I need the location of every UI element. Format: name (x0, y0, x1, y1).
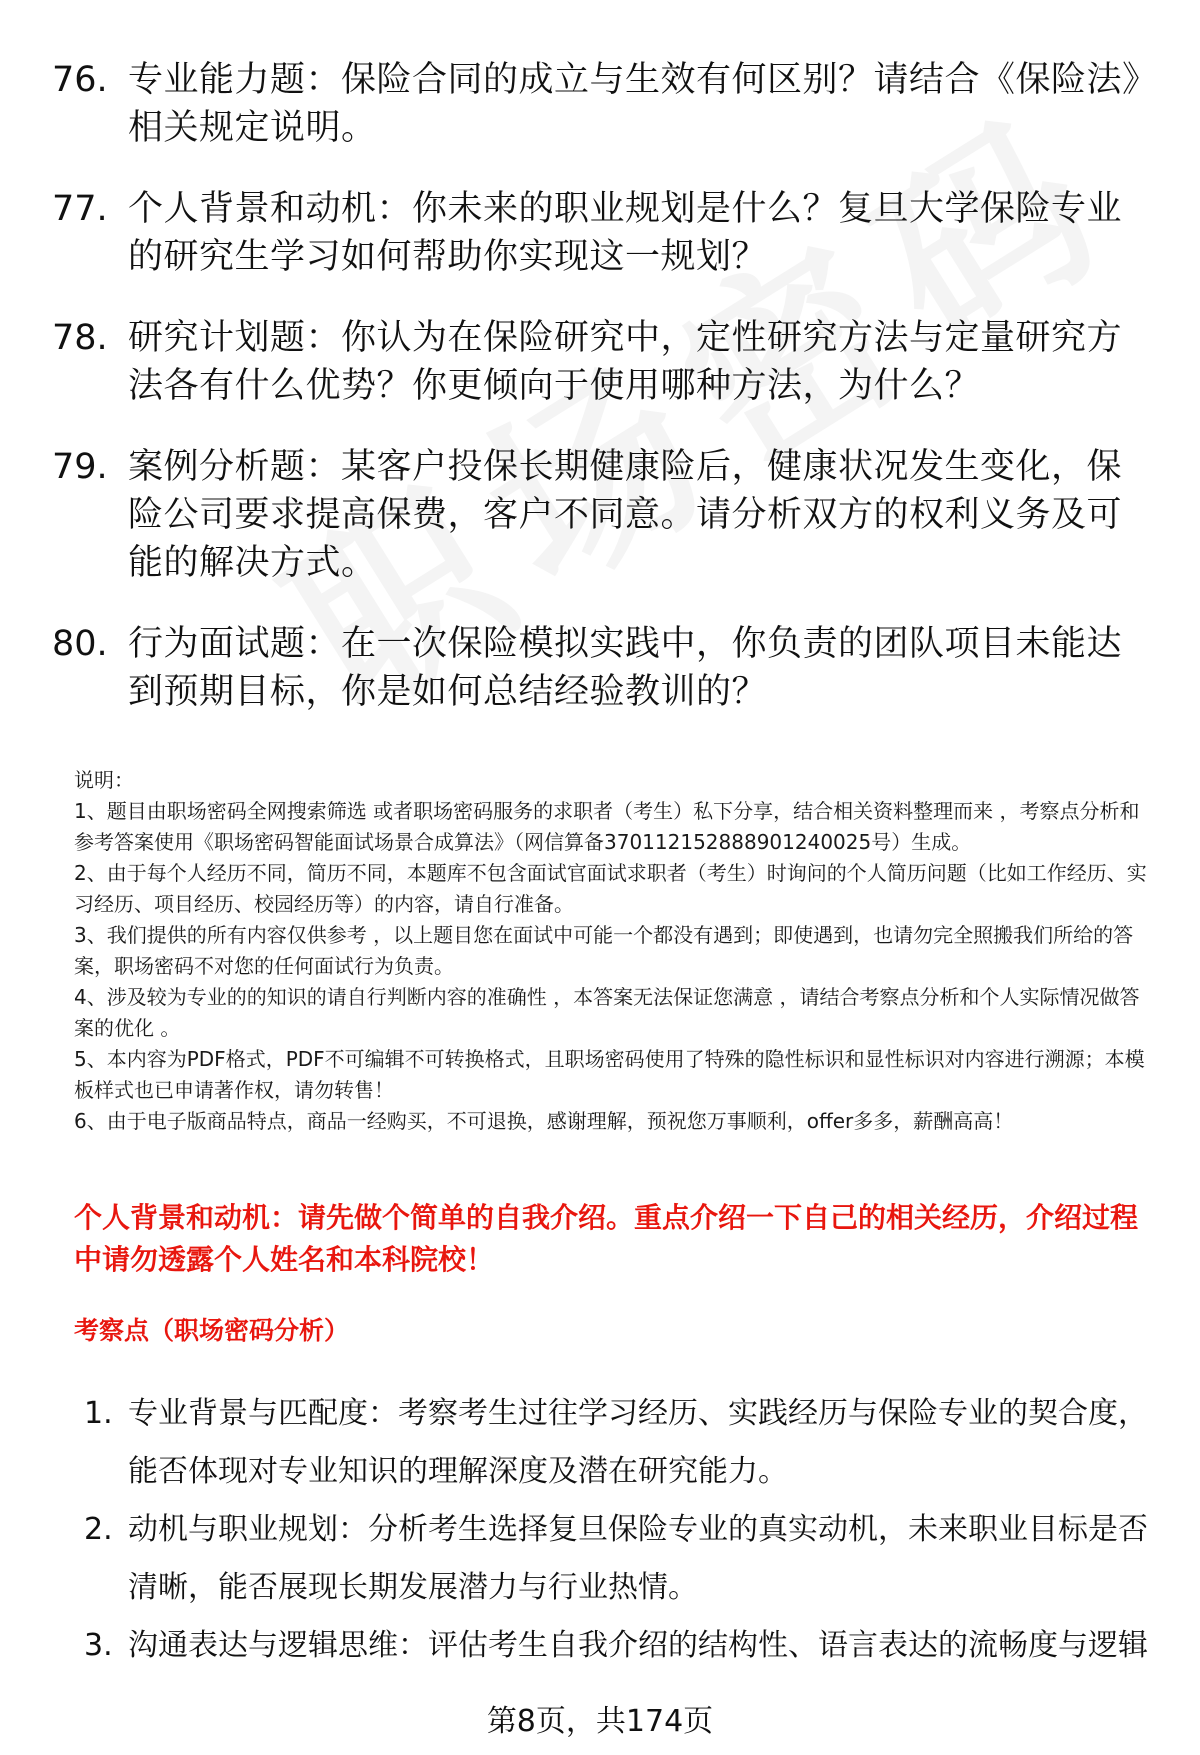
analysis-list (84, 1385, 1159, 1675)
question-item (52, 443, 1142, 587)
analysis-text: 沟通表达与逻辑思维：评估考生自我介绍的结构性、语言表达的流畅度与逻辑 (128, 1628, 1148, 1663)
question-item (52, 56, 1142, 152)
question-item (52, 620, 1142, 716)
question-item (52, 185, 1142, 281)
analysis-item (84, 1501, 1159, 1617)
question-text: 研究计划题：你认为在保险研究中，定性研究方法与定量研究方法各有什么优势？你更倾向于使用哪种方法，为什么？ (128, 318, 1123, 406)
question-text: 案例分析题：某客户投保长期健康险后，健康状况发生变化，保险公司要求提高保费，客户不同意。请分析双方的权利义务及可能的解决方式。 (128, 447, 1123, 583)
note-item: 6、由于电子版商品特点，商品一经购买，不可退换，感谢理解，预祝您万事顺利，offer多多，薪酬高高！ (74, 1109, 1014, 1133)
note-item: 3、我们提供的所有内容仅供参考 ，以上题目您在面试中可能一个都没有遇到；即使遇到，也请勿完全照搬我们所给的答案，职场密码不对您的任何面试行为负责。 (74, 923, 1134, 978)
analysis-text: 专业背景与匹配度：考察考生过往学习经历、实践经历与保险专业的契合度，能否体现对专业知识的理解深度及潜在研究能力。 (128, 1396, 1148, 1489)
question-text: 行为面试题：在一次保险模拟实践中，你负责的团队项目未能达到预期目标，你是如何总结经验教训的？ (128, 624, 1123, 712)
question-number: 80. (52, 624, 108, 664)
question-heading: 个人背景和动机：请先做个简单的自我介绍。重点介绍一下自己的相关经历，介绍过程中请勿透露个人姓名和本科院校！ (74, 1201, 1139, 1276)
note-item: 2、由于每个人经历不同，简历不同，本题库不包含面试官面试求职者（考生）时询问的个人简历问题（比如工作经历、实习经历、项目经历、校园经历等）的内容，请自行准备。 (74, 861, 1147, 916)
note-item: 5、本内容为PDF格式，PDF不可编辑不可转换格式，且职场密码使用了特殊的隐性标识和显性标识对内容进行溯源；本模板样式也已申请著作权，请勿转售！ (74, 1047, 1145, 1102)
question-text: 专业能力题：保险合同的成立与生效有何区别？请结合《保险法》相关规定说明。 (128, 60, 1141, 148)
question-item (52, 314, 1142, 410)
analysis-text: 动机与职业规划：分析考生选择复旦保险专业的真实动机，未来职业目标是否清晰，能否展现长期发展潜力与行业热情。 (128, 1512, 1148, 1605)
notes-section (74, 765, 1159, 1137)
page-footer: 第8页，共174页 (486, 1704, 714, 1739)
note-item: 1、题目由职场密码全网搜索筛选 或者职场密码服务的求职者（考生）私下分享，结合相关资料整理而来 ，考察点分析和参考答案使用《职场密码智能面试场景合成算法》（网信算备370112152888901240025号）生成。 (74, 799, 1140, 854)
question-number: 76. (52, 60, 108, 100)
analysis-number: 2. (84, 1512, 113, 1547)
analysis-item (84, 1385, 1159, 1501)
question-number: 77. (52, 189, 108, 229)
question-list (52, 56, 1142, 749)
notes-title: 说明： (74, 768, 134, 792)
analysis-item (84, 1617, 1159, 1675)
analysis-number: 1. (84, 1396, 113, 1431)
question-number: 78. (52, 318, 108, 358)
analysis-heading: 考察点（职场密码分析） (74, 1316, 350, 1345)
note-item: 4、涉及较为专业的的知识的请自行判断内容的准确性 ，本答案无法保证您满意 ，请结合考察点分析和个人实际情况做答案的优化 。 (74, 985, 1140, 1040)
analysis-number: 3. (84, 1628, 113, 1663)
question-text: 个人背景和动机：你未来的职业规划是什么？复旦大学保险专业的研究生学习如何帮助你实现这一规划？ (128, 189, 1123, 277)
question-number: 79. (52, 447, 108, 487)
